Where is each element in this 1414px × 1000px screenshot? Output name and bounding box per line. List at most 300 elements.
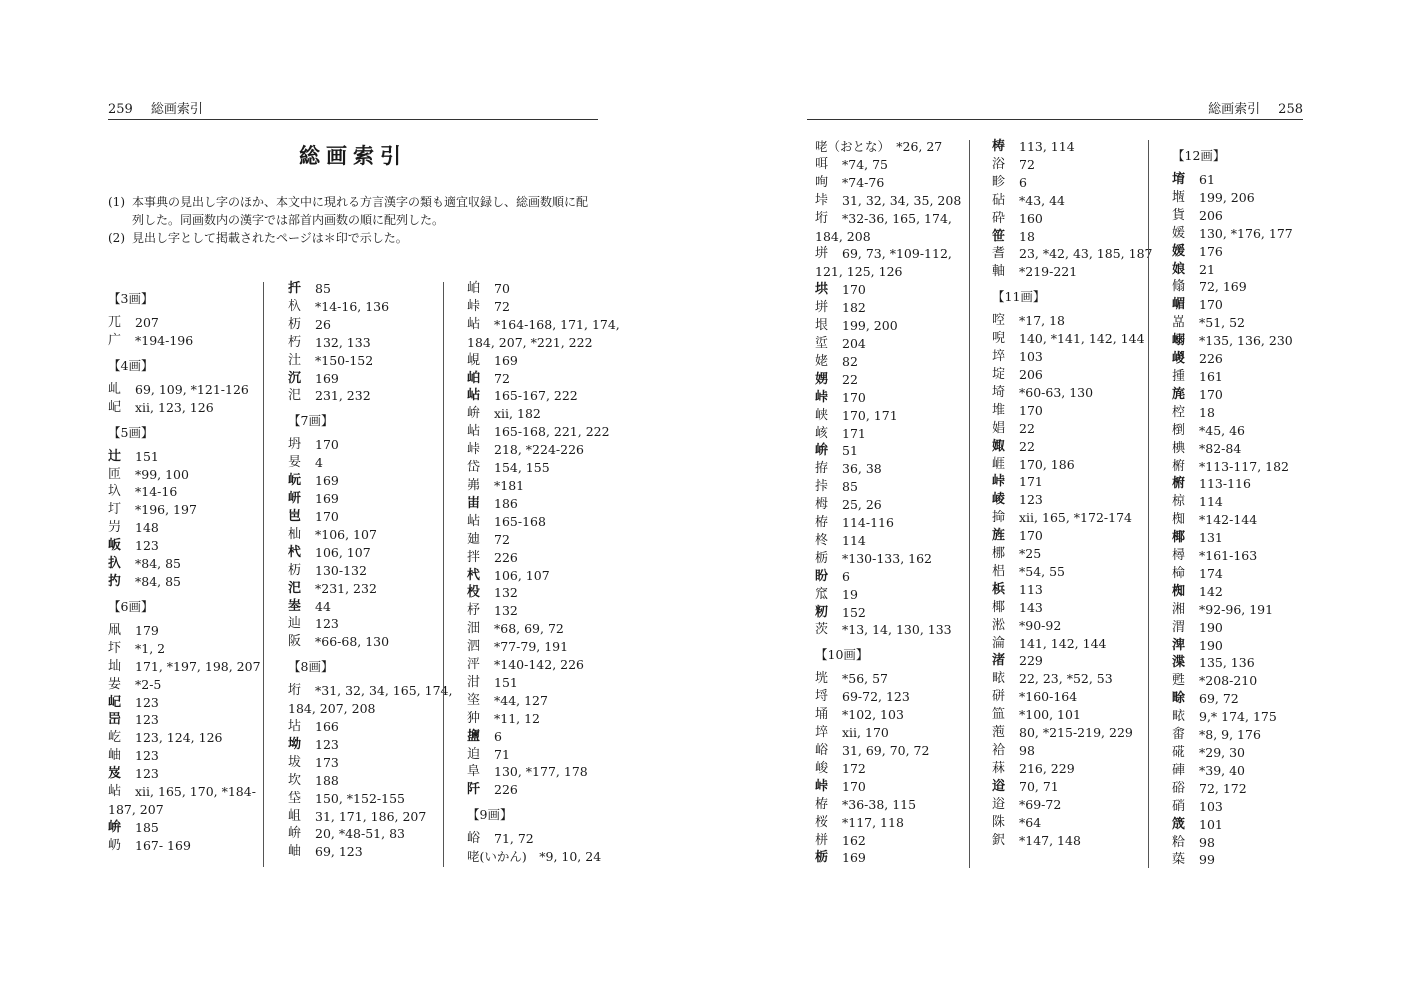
entry-pages: 69, 72 [1199, 691, 1239, 707]
index-entry [288, 808, 438, 826]
index-entry [288, 370, 438, 388]
index-entry [108, 765, 258, 783]
entry-character: 汜 [288, 580, 302, 596]
entry-character: 杙 [288, 544, 302, 560]
entry-pages: 123 [135, 538, 159, 554]
entry-pages: *66-68, 130 [315, 634, 390, 650]
entry-character: 袷 [992, 743, 1006, 758]
entry-character: 扦 [288, 281, 302, 296]
entry-pages: 170 [1199, 297, 1223, 313]
index-entry [1172, 672, 1302, 690]
entry-pages: *84, 85 [135, 573, 182, 589]
index-entry [108, 622, 258, 640]
entry-character: 咡 [815, 156, 829, 172]
column-rule [263, 282, 264, 867]
index-entry [108, 399, 258, 417]
entry-pages: *219-221 [1019, 264, 1078, 280]
entry-pages: 22 [842, 371, 858, 387]
entry-pages: 18 [1019, 228, 1035, 244]
entry-pages: 31, 69, 70, 72 [842, 743, 930, 758]
entry-pages: *25 [1019, 546, 1042, 562]
entry-pages: 229 [1019, 653, 1043, 669]
entry-pages: 148 [135, 520, 159, 536]
index-entry [108, 314, 258, 332]
entry-pages: 166 [315, 719, 339, 735]
entry-character: 杣 [288, 526, 302, 542]
index-entry [467, 830, 602, 848]
entry-character: 屺 [108, 694, 122, 710]
index-entry [288, 580, 438, 598]
index-entry [992, 581, 1142, 599]
header-rule [108, 119, 598, 120]
index-entry [992, 438, 1142, 456]
entry-character: 杼 [467, 603, 481, 619]
entry-pages: xii, 170 [842, 725, 889, 741]
entry-character: 樳 [1172, 548, 1186, 564]
entry-pages: *39, 40 [1199, 762, 1246, 778]
entry-character: 圷 [108, 640, 122, 656]
entry-character: 岪 [467, 477, 481, 493]
entry-pages: 85 [842, 479, 858, 495]
entry-character: 岜 [288, 508, 302, 524]
entry-character: 岶 [467, 281, 481, 296]
entry-character: 椨 [1172, 476, 1186, 492]
index-entry [992, 402, 1142, 420]
index-entry [108, 640, 258, 658]
index-entry [108, 381, 258, 399]
entry-character: 坳 [288, 736, 302, 752]
entry-character: 杙 [467, 567, 481, 583]
entry-pages: *54, 55 [1019, 563, 1066, 579]
entry-pages: 140, *141, 142, 144 [1019, 331, 1145, 347]
stroke-count-heading: 【12画】 [1172, 148, 1226, 163]
entry-pages: 207 [135, 315, 159, 330]
entry-character: 椥 [1172, 583, 1186, 599]
entry-character: 浴 [992, 156, 1006, 172]
index-entry [108, 747, 258, 765]
entry-pages: 22, 23, *52, 53 [1019, 671, 1113, 687]
index-entry [467, 477, 602, 495]
entry-pages: 188 [315, 772, 339, 788]
entry-character: 梠 [992, 563, 1006, 579]
entry-pages: 36, 38 [842, 461, 882, 477]
entry-character: 梼 [992, 139, 1006, 154]
entry-pages: 154, 155 [494, 460, 550, 476]
entry-pages: *92-96, 191 [1199, 601, 1274, 617]
index-entry [288, 298, 438, 316]
index-entry [108, 694, 258, 712]
index-entry [992, 742, 1142, 760]
index-column [1172, 147, 1302, 869]
entry-pages: 106, 107 [315, 544, 371, 560]
column-rule [443, 282, 444, 867]
entry-pages: xii, 165, 170, *184- [135, 784, 256, 800]
entry-character: 垳 [288, 683, 302, 699]
entry-character: 畩 [992, 671, 1006, 687]
entry-character: 茨 [815, 622, 829, 638]
index-entry [108, 537, 258, 555]
index-entry [288, 544, 438, 562]
index-column [992, 138, 1153, 849]
entry-character: 阜 [467, 764, 481, 780]
index-entry [815, 442, 965, 460]
index-entry [1172, 189, 1302, 207]
entry-character: 蒅 [1172, 852, 1186, 868]
entry-pages: *164-168, 171, 174, [494, 316, 620, 332]
entry-character: 椋 [1172, 494, 1186, 510]
stroke-count-heading: 【3画】 [108, 291, 154, 306]
entry-pages: 44 [315, 598, 331, 614]
entry-character: 屶 [108, 520, 122, 536]
index-entry [1172, 243, 1302, 261]
entry-character: 陎 [992, 814, 1006, 830]
index-entry [815, 460, 965, 478]
entry-character: 辻 [108, 448, 122, 464]
entry-character: 埒 [815, 689, 829, 705]
index-entry [288, 280, 438, 298]
entry-pages: *74-76 [842, 174, 885, 190]
entry-pages: 72 [494, 370, 510, 386]
index-entry [815, 621, 965, 639]
index-entry [815, 156, 965, 174]
entry-pages: 20, *48-51, 83 [315, 826, 405, 842]
index-entry [992, 156, 1142, 174]
index-entry [288, 526, 438, 544]
index-entry [1172, 314, 1302, 332]
entry-pages: *196, 197 [135, 502, 197, 518]
entry-pages: 113 [1019, 581, 1043, 597]
index-entry [992, 724, 1142, 742]
entry-character: 硝 [1172, 798, 1186, 814]
index-entry [992, 545, 1142, 563]
entry-pages: 72 [1019, 156, 1035, 172]
entry-pages: 199, 200 [842, 318, 898, 334]
index-entry [815, 335, 965, 353]
entry-pages: 80, *215-219, 229 [1019, 725, 1133, 741]
entry-character: 汢 [288, 352, 302, 368]
index-entry [288, 718, 438, 736]
entry-pages: 26 [315, 316, 331, 332]
index-entry [1172, 583, 1302, 601]
entry-character: 峀 [467, 495, 481, 511]
entry-character: 坎 [288, 772, 302, 788]
entry-pages: 150, *152-155 [315, 790, 405, 806]
entry-pages: 103 [1199, 798, 1223, 814]
entry-character: 杤 [288, 316, 302, 332]
entry-pages: *29, 30 [1199, 745, 1246, 760]
entry-pages: 31, 32, 34, 35, 208 [842, 192, 962, 208]
index-entry [467, 692, 602, 710]
index-entry [1172, 690, 1302, 708]
stroke-count-heading: 【10画】 [815, 647, 869, 663]
page-title: 総画索引 [299, 143, 407, 168]
entry-pages: xii, 165, *172-174 [1019, 510, 1132, 526]
index-entry [1172, 744, 1302, 762]
entry-pages: *181 [494, 477, 525, 493]
index-entry [1172, 726, 1302, 744]
entry-character: 凧 [108, 622, 122, 638]
index-entry [992, 384, 1142, 402]
entry-pages: 123 [1019, 492, 1043, 508]
entry-pages: 71, 72 [494, 831, 534, 847]
entry-pages: *208-210 [1199, 673, 1258, 689]
index-entry [1172, 207, 1302, 225]
index-entry [1172, 798, 1302, 816]
entry-character: 兀 [108, 315, 122, 330]
entry-pages: 231, 232 [315, 388, 371, 404]
right-page [707, 0, 1414, 1000]
entry-character: 硴 [1172, 745, 1186, 760]
entry-pages: 123 [135, 694, 159, 710]
index-entry [992, 210, 1142, 228]
index-entry [1172, 386, 1302, 404]
index-entry [1172, 547, 1302, 565]
entry-character: 逧 [992, 796, 1006, 812]
entry-pages: *130-133, 162 [842, 550, 932, 566]
entry-character: 畬 [1172, 727, 1186, 743]
index-entry [992, 192, 1142, 210]
entry-continuation: 121, 125, 126 [815, 264, 903, 280]
entry-character: 峅 [108, 819, 122, 835]
index-entry [815, 371, 965, 389]
entry-pages: *74, 75 [842, 156, 889, 172]
note-number: (1) [108, 195, 125, 209]
entry-pages: *140-142, 226 [494, 657, 584, 673]
index-entry: 咾（おとな） *26, 27 [815, 139, 943, 154]
entry-pages: 114 [842, 532, 866, 548]
entry-character: 阡 [467, 782, 481, 798]
index-entry [288, 682, 453, 700]
entry-pages: *161-163 [1199, 548, 1258, 564]
entry-pages: 170 [1019, 528, 1043, 544]
index-entry [815, 849, 965, 867]
index-entry [815, 407, 965, 425]
entry-character: 淞 [992, 617, 1006, 633]
entry-character: 峐 [815, 425, 829, 441]
entry-pages: 218, *224-226 [494, 442, 584, 458]
entry-character: 垪 [815, 246, 829, 262]
entry-character: 堆 [992, 402, 1006, 418]
index-entry [467, 459, 602, 477]
entry-pages: 72, 169 [1199, 279, 1247, 295]
entry-character: 峪 [815, 743, 829, 758]
entry-character: 岾 [467, 513, 481, 529]
index-entry [108, 783, 258, 801]
header-rule [807, 119, 1303, 120]
entry-character: 垰 [815, 192, 829, 208]
entry-character: 峠 [467, 442, 481, 458]
index-entry [992, 760, 1142, 778]
entry-continuation: 184, 207, *221, 222 [467, 334, 593, 350]
index-entry [992, 348, 1142, 366]
entry-character: 沉 [288, 370, 302, 386]
entry-character: 窊 [815, 586, 829, 602]
index-entry [108, 658, 261, 676]
entry-pages: 171 [1019, 474, 1043, 490]
index-entry [815, 496, 965, 514]
entry-character: 杸 [467, 585, 481, 601]
index-entry [1172, 171, 1302, 189]
entry-character: 媛 [1172, 243, 1186, 259]
entry-character: 栃 [815, 550, 829, 566]
index-entry [467, 441, 602, 459]
entry-character: 峅 [288, 826, 302, 842]
index-entry [815, 724, 965, 742]
entry-character: 杁 [288, 298, 302, 314]
index-entry [815, 670, 965, 688]
index-entry [992, 617, 1142, 635]
index-entry [1172, 404, 1302, 422]
entry-character: 甦 [1172, 673, 1186, 689]
entry-character: 逧 [992, 778, 1006, 794]
entry-pages: 206 [1199, 207, 1223, 223]
entry-pages: 99 [1199, 852, 1215, 868]
entry-character: 菻 [992, 760, 1006, 776]
notes [108, 193, 598, 247]
entry-pages: 169 [315, 370, 339, 386]
entry-pages: 169 [494, 352, 518, 368]
index-entry [992, 174, 1142, 192]
index-entry [467, 710, 602, 728]
entry-character: 娘 [1172, 261, 1186, 277]
entry-character: 岫 [108, 748, 122, 764]
index-entry [815, 532, 965, 550]
entry-character: 椰 [992, 599, 1006, 615]
entry-character: 梛 [992, 546, 1006, 562]
stroke-count-heading: 【6画】 [108, 598, 154, 614]
entry-pages: 171, *197, 198, 207 [135, 658, 261, 674]
entry-pages: *2-5 [135, 676, 162, 692]
entry-character: 泙 [467, 657, 481, 673]
index-entry [815, 778, 965, 796]
index-entry [815, 688, 965, 706]
index-entry [815, 706, 965, 724]
entry-character: 圢 [108, 502, 122, 518]
entry-character: 啌 [992, 313, 1006, 329]
entry-character: 椧 [1172, 565, 1186, 581]
entry-pages: 167- 169 [135, 837, 191, 853]
entry-pages: xii, 123, 126 [135, 399, 214, 415]
entry-pages: 101 [1199, 816, 1223, 832]
index-entry [108, 573, 258, 591]
index-entry [467, 352, 602, 370]
index-entry [467, 602, 602, 620]
index-entry [467, 549, 602, 567]
entry-character: 峻 [815, 760, 829, 776]
entry-continuation: 184, 207, 208 [288, 701, 376, 717]
entry-pages: *13, 14, 130, 133 [842, 622, 952, 638]
entry-pages: 199, 206 [1199, 189, 1255, 205]
index-entry [1172, 834, 1302, 852]
index-entry [1172, 368, 1302, 386]
entry-pages: 173 [315, 754, 339, 770]
entry-character: 岾 [467, 316, 481, 332]
entry-character: 椨 [1172, 458, 1186, 474]
entry-pages: 123 [135, 712, 159, 728]
column-rule [1148, 140, 1149, 868]
entry-pages: *14-16, 136 [315, 298, 390, 314]
entry-pages: *14-16 [135, 484, 178, 500]
entry-character: 垠 [815, 318, 829, 334]
stroke-count-heading: 【7画】 [288, 413, 334, 429]
entry-pages: 98 [1199, 834, 1215, 850]
entry-character: 栟 [815, 832, 829, 848]
entry-pages: 176 [1199, 243, 1223, 259]
index-entry [467, 531, 602, 549]
entry-pages: *194-196 [135, 332, 194, 348]
note-item [108, 193, 598, 229]
index-entry [108, 519, 258, 537]
index-entry [288, 843, 438, 861]
entry-pages: 130, *177, 178 [494, 764, 588, 780]
entry-character: 朽 [288, 334, 302, 350]
entry-pages: 142 [1199, 583, 1223, 599]
entry-pages: 179 [135, 622, 159, 638]
entry-character: 椰 [1172, 530, 1186, 546]
index-entry [992, 652, 1142, 670]
index-entry [288, 334, 438, 352]
index-entry [108, 501, 258, 519]
index-entry [992, 456, 1142, 474]
entry-pages: 113-116 [1199, 476, 1251, 492]
note-item [108, 229, 598, 247]
entry-pages: 23, *42, 43, 185, 187 [1019, 246, 1153, 262]
entry-character: 椌 [1172, 404, 1186, 420]
entry-pages: 190 [1199, 619, 1223, 635]
index-entry [1172, 780, 1302, 798]
entry-pages: 132, 133 [315, 334, 371, 350]
entry-pages: *106, 107 [315, 526, 377, 542]
index-entry: 咾(いかん) *9, 10, 24 [467, 849, 602, 865]
entry-pages: 130, *176, 177 [1199, 225, 1293, 241]
stroke-count-heading: 【4画】 [108, 357, 154, 373]
entry-character: 岍 [288, 491, 302, 507]
index-column [815, 138, 965, 867]
entry-pages: *31, 32, 34, 165, 174, [315, 683, 453, 699]
entry-character: 屹 [108, 730, 122, 746]
entry-pages: 170 [315, 437, 339, 453]
entry-character: 畭 [1172, 691, 1186, 707]
index-entry [992, 563, 1142, 581]
entry-pages: 162 [842, 832, 866, 848]
index-entry [815, 814, 965, 832]
index-entry [815, 832, 965, 850]
entry-pages: 169 [315, 473, 339, 489]
entry-pages: 170 [315, 508, 339, 524]
entry-pages: 51 [842, 443, 858, 459]
index-entry [1172, 278, 1302, 296]
index-entry [288, 615, 438, 633]
entry-pages: 6 [842, 568, 850, 584]
entry-character: 岱 [467, 460, 481, 476]
index-entry [992, 635, 1142, 653]
entry-pages: 190 [1199, 637, 1223, 653]
entry-pages: 103 [1019, 349, 1043, 365]
entry-pages: *150-152 [315, 352, 374, 368]
entry-character: 椥 [1172, 512, 1186, 528]
entry-pages: 172 [842, 760, 866, 776]
entry-pages: *8, 9, 176 [1199, 727, 1261, 743]
entry-pages: 22 [1019, 438, 1035, 454]
index-entry [1172, 816, 1302, 834]
entry-pages: 141, 142, 144 [1019, 635, 1107, 651]
running-title: 総画索引 [1208, 102, 1261, 117]
entry-character: 垐 [467, 692, 481, 708]
entry-pages: 174 [1199, 565, 1223, 581]
entry-pages: *117, 118 [842, 814, 904, 830]
index-entry [288, 772, 438, 790]
entry-character: 岫 [288, 844, 302, 860]
